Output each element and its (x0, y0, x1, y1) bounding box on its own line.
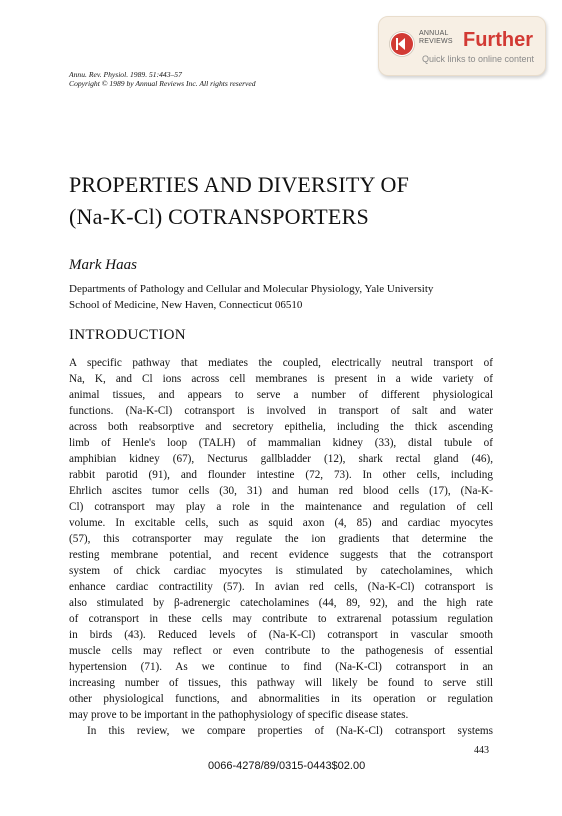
further-tagline: Quick links to online content (422, 54, 535, 64)
affiliation-line-1: Departments of Pathology and Cellular and Molecular Physiology, Yale University (69, 283, 434, 295)
annual-reviews-logo-icon (389, 31, 415, 57)
body-line: Ehrlich ascites tumor cells (30, 31) and human red blood cells (17), (Na-K- (69, 485, 493, 497)
body-line-continued: In this review, we compare properties of (Na-K-Cl) cotransport systems (87, 725, 493, 737)
body-line: animal tissues, and appears to serve a number of different physiological (69, 389, 493, 401)
body-line: in birds (43). Reduced levels of (Na-K-Cl) cotransport in vascular smooth (69, 629, 493, 641)
body-line: may prove to be important in the pathophysiology of specific disease states. (69, 709, 409, 721)
body-line: enhance cardiac contractility (57). In avian red cells, (Na-K-Cl) cotransport is (69, 581, 493, 593)
body-line: also stimulated by β-adrenergic catecholamines (44, 89, 92), and the high rate (69, 597, 493, 609)
section-heading: INTRODUCTION (69, 327, 186, 343)
body-line: (57), this cotransporter may regulate the ion gradients that determine the (69, 533, 493, 545)
article-title (69, 169, 409, 233)
body-line: A specific pathway that mediates the coupled, electrically neutral transport of (69, 357, 493, 369)
body-line: system of chick cardiac myocytes is stimulated by catecholamines, which (69, 565, 493, 577)
title-line-1: PROPERTIES AND DIVERSITY OF (69, 172, 410, 197)
citation-line-2: Copyright © 1989 by Annual Reviews Inc. All rights reserved (69, 79, 256, 88)
body-line: increasing number of tissues, this pathway will likely be found to serve still (69, 677, 493, 689)
body-line: Cl) cotransport may play a role in the maintenance and regulation of cell (69, 501, 493, 513)
body-line: other physiological functions, and abnormalities in its operation or regulation (69, 693, 493, 705)
author-affiliation (69, 281, 491, 313)
further-label: Further (463, 29, 533, 51)
author-name: Mark Haas (69, 257, 137, 273)
brand-line-2: REVIEWS (419, 38, 453, 45)
title-line-2: (Na-K-Cl) COTRANSPORTERS (69, 204, 369, 229)
body-line: amphibian kidney (67), Necturus gallbladder (12), shark rectal gland (46), (69, 453, 493, 465)
body-line: across both reabsorptive and secretory epithelia, including the thick ascending (69, 421, 493, 433)
affiliation-line-2: School of Medicine, New Haven, Connecticut 06510 (69, 299, 303, 311)
annual-reviews-wordmark (419, 30, 453, 46)
page-number: 443 (474, 745, 489, 756)
journal-citation (69, 70, 256, 88)
further-links-badge[interactable] (378, 16, 546, 76)
body-line: volume. In excitable cells, such as squid axon (4, 85) and cardiac myocytes (69, 517, 493, 529)
body-line: muscle cells may reflect or even contribute to the pathogenesis of essential (69, 645, 493, 657)
body-line: hypertension (71). As we continue to find (Na-K-Cl) cotransport in an (69, 661, 493, 673)
citation-line-1: Annu. Rev. Physiol. 1989. 51:443–57 (69, 70, 182, 79)
brand-line-1: ANNUAL (419, 30, 449, 37)
body-line: limb of Henle's loop (TALH) of mammalian kidney (33), distal tubule of (69, 437, 493, 449)
body-line: of cotransport in these cells may contribute to extrarenal potassium regulation (69, 613, 493, 625)
body-line: functions. (Na-K-Cl) cotransport is involved in transport of salt and water (69, 405, 493, 417)
body-line: Na, K, and Cl ions across cell membranes is present in a wide variety of (69, 373, 493, 385)
footer-price-code: 0066-4278/89/0315-0443$02.00 (208, 760, 366, 772)
body-line: rabbit parotid (91), and flounder intestine (72, 73). In other cells, including (69, 469, 493, 481)
body-line: resting membrane potential, and recent evidence suggests that the cotransport (69, 549, 493, 561)
introduction-paragraph (69, 355, 493, 739)
